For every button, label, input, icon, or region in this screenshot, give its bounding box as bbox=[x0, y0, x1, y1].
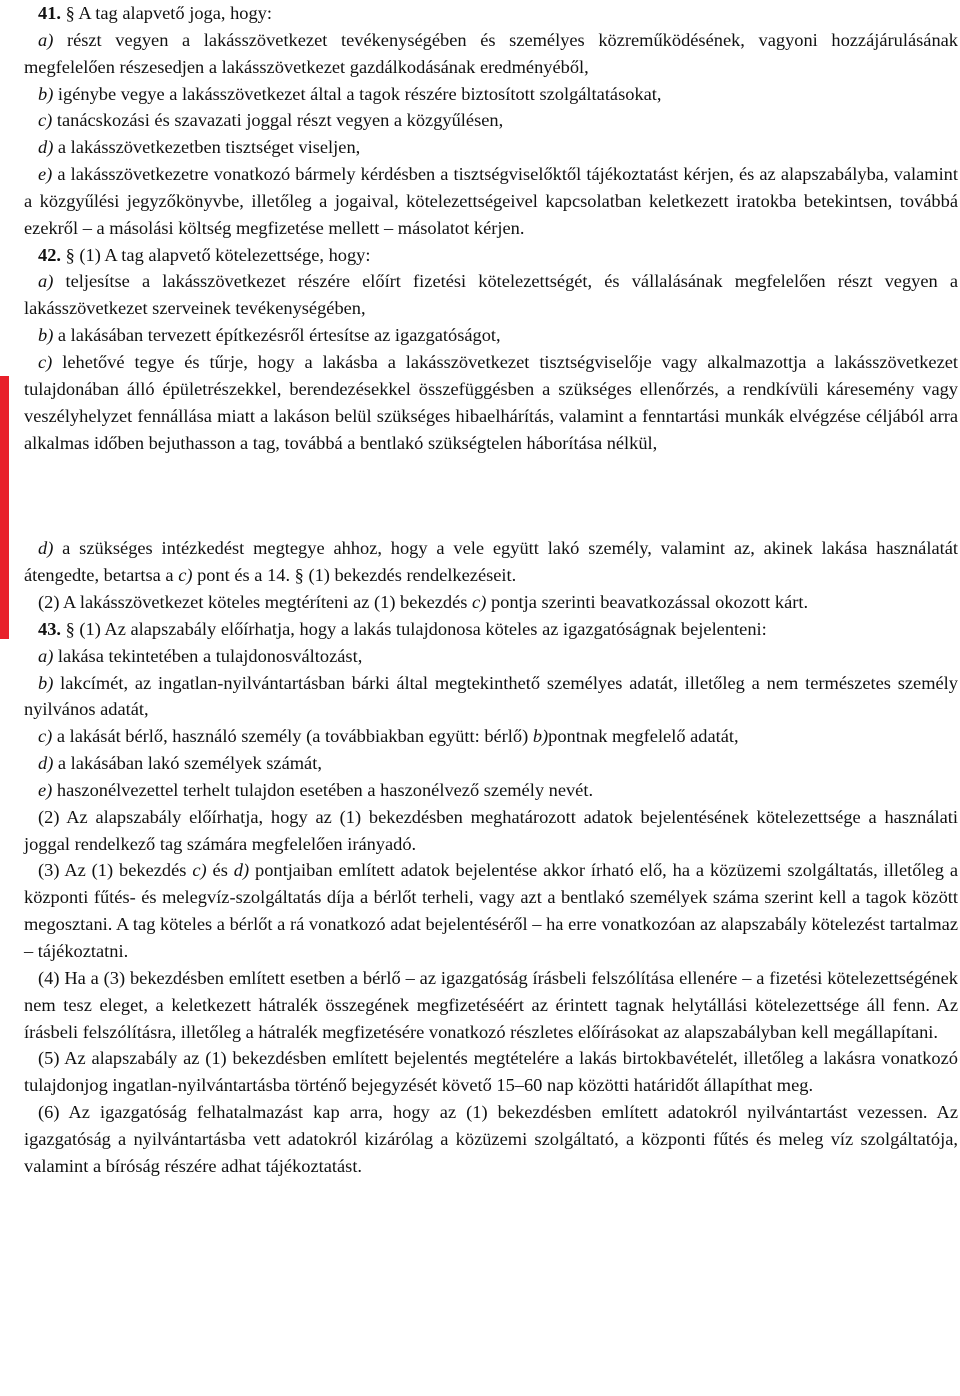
section-43-item-c bbox=[24, 723, 958, 750]
item-text: haszonélvezettel terhelt tulajdon esetében a haszonélvező személy nevét. bbox=[52, 779, 594, 800]
section-42-heading bbox=[24, 242, 958, 269]
section-41-item-e bbox=[24, 161, 958, 242]
item-label: b) bbox=[38, 672, 54, 693]
item-label: a) bbox=[38, 271, 54, 292]
item-text: lehetővé tegye és tűrje, hogy a lakásba a lakásszövetkezet tisztségviselője vagy alkalmazottja a lakásszövetkezet tulajdonában álló épületrészekkel, berendezésekkel összefüggésben a szükséges ellenőrzés, a rendkívüli káresemény vagy veszélyhelyzet fennállása miatt a lakáson belül szükséges hibaelhárítás, valamint a fenntartási munkák elvégzése céljából arra alkalmas időben bejuthasson a tag, továbbá a bentlakó szükségtelen háborítása nélkül, bbox=[24, 351, 958, 453]
section-43-paragraph-2: (2) Az alapszabály előírhatja, hogy az (1) bekezdésben meghatározott adatok bejelentésének kötelezettsége a használati joggal rendelkező tag számára megfelelően irányadó. bbox=[24, 806, 958, 854]
item-label: d) bbox=[38, 753, 54, 774]
section-41-item-c bbox=[24, 107, 958, 134]
item-text: a lakásszövetkezetben tisztséget viseljen, bbox=[53, 137, 361, 158]
item-label: c) bbox=[38, 110, 53, 131]
item-text: lakcímét, az ingatlan-nyilvántartásban bárki által megtekinthető személyes adatát, illetőleg a nem természetes személy nyilvános adatát, bbox=[24, 672, 958, 720]
paragraph-text: pontja szerinti beavatkozással okozott kárt. bbox=[486, 592, 809, 613]
section-intro: § (1) A tag alapvető kötelezettsége, hogy: bbox=[65, 244, 371, 265]
document-page bbox=[24, 0, 958, 1180]
section-intro: § A tag alapvető joga, hogy: bbox=[65, 3, 272, 23]
item-text: igénybe vegye a lakásszövetkezet által a tagok részére biztosított szolgáltatásokat, bbox=[53, 83, 662, 104]
section-intro: § (1) Az alapszabály előírhatja, hogy a lakás tulajdonosa köteles az igazgatóságnak bejelenteni: bbox=[61, 618, 767, 639]
margin-marker-bar bbox=[0, 376, 9, 639]
item-reference: c) bbox=[178, 565, 193, 586]
item-label: b) bbox=[38, 83, 54, 104]
item-label: b) bbox=[38, 325, 54, 346]
item-reference: d) bbox=[233, 860, 250, 881]
section-42-item-c bbox=[24, 349, 958, 456]
item-label: c) bbox=[38, 351, 53, 372]
section-43-paragraph-5: (5) Az alapszabály az (1) bekezdésben említett bejelentés megtételére a lakás birtokbavételét, illetőleg a lakásra vonatkozó tulajdonjog ingatlan-nyilvántartásba történő bejegyzését követő 15–60 nap közötti határidőt állapíthat meg. bbox=[24, 1048, 958, 1096]
blank-space bbox=[24, 456, 958, 535]
section-43-item-b bbox=[24, 670, 958, 724]
section-number: 41. bbox=[38, 3, 61, 23]
section-43-heading bbox=[24, 616, 958, 643]
section-43-paragraph-6: (6) Az igazgatóság felhatalmazást kap arra, hogy az (1) bekezdésben említett adatokról nyilvántartást vezessen. Az igazgatóság a nyilvántartásba vett adatokról kizárólag a közüzemi szolgáltató, a központi fűtés és meleg víz szolgáltatója, valamint a bíróság részére adhat tájékoztatást. bbox=[24, 1102, 958, 1176]
section-43-item-e bbox=[24, 777, 958, 804]
item-label: a) bbox=[38, 645, 54, 666]
section-41-item-a bbox=[24, 27, 958, 81]
item-reference: c) bbox=[472, 592, 487, 613]
item-label: e) bbox=[38, 164, 53, 185]
item-text: a lakásában lakó személyek számát, bbox=[53, 753, 322, 774]
item-label: d) bbox=[38, 137, 54, 158]
item-text: a lakásában tervezett építkezésről értesítse az igazgatóságot, bbox=[53, 325, 501, 346]
item-text: pontnak megfelelő adatát, bbox=[548, 726, 739, 747]
item-text: a lakását bérlő, használó személy (a továbbiakban együtt: bérlő) bbox=[52, 726, 533, 747]
section-42-item-a bbox=[24, 268, 958, 322]
section-42-paragraph-2 bbox=[24, 589, 958, 616]
section-41-item-d bbox=[24, 134, 958, 161]
section-42-item-d bbox=[24, 535, 958, 589]
section-number: 43. bbox=[38, 618, 61, 639]
item-text: részt vegyen a lakásszövetkezet tevékenységében és személyes közreműködésének, vagyoni hozzájárulásának megfelelően részesedjen a lakásszövetkezet gazdálkodásának eredményéből, bbox=[24, 29, 958, 77]
section-43-item-a bbox=[24, 643, 958, 670]
section-41-heading bbox=[24, 0, 958, 27]
item-text: pont és a 14. § (1) bekezdés rendelkezéseit. bbox=[192, 565, 517, 586]
section-43-paragraph-4: (4) Ha a (3) bekezdésben említett esetben a bérlő – az igazgatóság írásbeli felszólítása ellenére – a fizetési kötelezettségének nem tesz eleget, a keletkezett hátralék összegének megfizetéséért az érintett tagnak helytállási kötelezettsége áll fenn. Az írásbeli felszólításra, illetőleg a hátralék megfizetésére vonatkozó részletes előírásokat az alapszabályban kell megállapítani. bbox=[24, 967, 958, 1042]
item-label: e) bbox=[38, 779, 53, 800]
item-reference: c) bbox=[192, 860, 207, 881]
item-text: a szükséges intézkedést megtegye ahhoz, hogy a vele együtt lakó személy, valamint az, akinek lakása használatát átengedte, betartsa a bbox=[24, 538, 958, 586]
item-reference: b) bbox=[532, 726, 549, 747]
paragraph-text: (3) Az (1) bekezdés bbox=[38, 860, 193, 881]
section-42-item-b bbox=[24, 322, 958, 349]
paragraph-text: pontjaiban említett adatok bejelentése akkor írható elő, ha a közüzemi szolgáltatás, illetőleg a központi fűtés- és melegvíz-szolgáltatás díja a bérlőt terheli, vagy azt a bentlakó személyek száma szerint kell a tagok között megosztani. A tag köteles a bérlőt a rá vonatkozó adat bejelentéséről – ha erre vonatkozóan az alapszabály kötelezést tartalmaz – tájékoztatni. bbox=[24, 860, 959, 961]
item-text: a lakásszövetkezetre vonatkozó bármely kérdésben a tisztségviselőktől tájékoztatást kérjen, és az alapszabályba, valamint a közgyűlési jegyzőkönyvbe, illetőleg a jogaival, kötelezettségeivel kapcsolatban keletkezett iratokba betekintsen, továbbá ezekről – a másolási költség megfizetése mellett – másolatot kérjen. bbox=[24, 164, 958, 238]
item-text: lakása tekintetében a tulajdonosváltozást, bbox=[53, 645, 363, 666]
paragraph-text: és bbox=[206, 860, 234, 881]
section-43-paragraph-3 bbox=[24, 857, 958, 964]
paragraph-text: (2) A lakásszövetkezet köteles megtéríteni az (1) bekezdés bbox=[38, 592, 473, 613]
item-text: teljesítse a lakásszövetkezet részére előírt fizetési kötelezettségét, és vállalásának megfelelően részt vegyen a lakásszövetkezet szerveinek tevékenységében, bbox=[24, 271, 958, 319]
section-number: 42. bbox=[38, 244, 61, 265]
item-label: a) bbox=[38, 29, 54, 50]
section-41-item-b bbox=[24, 81, 958, 108]
item-text: tanácskozási és szavazati joggal részt vegyen a közgyűlésen, bbox=[52, 110, 504, 131]
item-label: c) bbox=[38, 726, 53, 747]
item-label: d) bbox=[38, 538, 54, 559]
section-43-item-d bbox=[24, 750, 958, 777]
